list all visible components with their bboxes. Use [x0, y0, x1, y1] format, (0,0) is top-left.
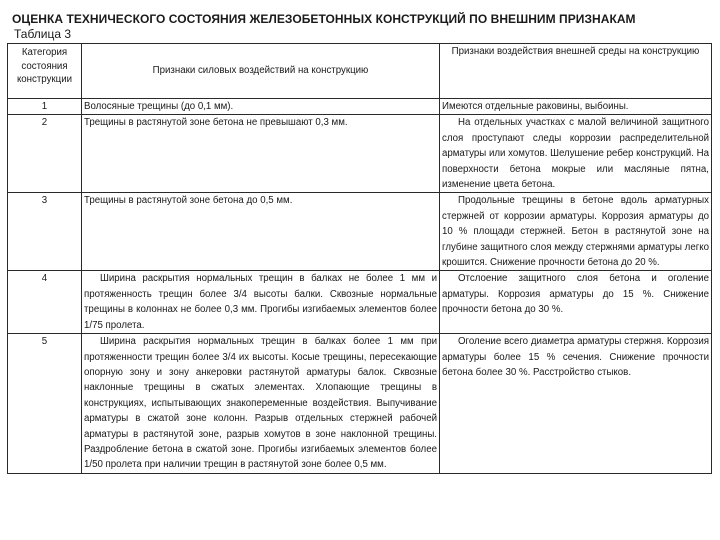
- table-row: [8, 271, 712, 334]
- row-category: 4: [8, 271, 82, 334]
- row-force-signs: Ширина раскрытия нормальных трещин в балках более 1 мм при протяженности трещин более 3/4 их высоты. Косые трещины, пересекающие опорную зону и зону анкеровки растянутой арматуры балок. Сквозные наклонные трещины в сжатых элементах. Хлопающие трещины в конструкциях, испытывающих знакопеременные воздействия. Выпучивание арматуры в сжатой зоне колонн. Разрыв отдельных стержней рабочей арматуры в растянутой зоне, разрыв хомутов в зоне наклонной трещины. Раздробление бетона в сжатой зоне. Прогибы изгибаемых элементов более 1/50 пролета при наличии трещин в растянутой зоне более 0,5 мм.: [82, 334, 440, 474]
- condition-assessment-table: [7, 43, 712, 474]
- row-force-signs: Трещины в растянутой зоне бетона не превышают 0,3 мм.: [82, 115, 440, 193]
- table-row: [8, 334, 712, 474]
- row-force-signs: Трещины в растянутой зоне бетона до 0,5 мм.: [82, 193, 440, 271]
- row-force-signs: Ширина раскрытия нормальных трещин в балках не более 1 мм и протяженность трещин более 3/4 высоты балки. Сквозные нормальные трещины в колоннах не более 0,3 мм. Прогибы изгибаемых элементов более 1/75 пролета.: [82, 271, 440, 334]
- row-environment-signs: Оголение всего диаметра арматуры стержня. Коррозия арматуры более 15 % сечения. Снижение прочности бетона более 30 %. Расстройство стыков.: [440, 334, 712, 474]
- row-environment-signs: На отдельных участках с малой величиной защитного слоя проступают следы коррозии распределительной арматуры или хомутов. Шелушение ребер конструкций. На поверхности бетона мокрые или масляные пятна, изменение цвета бетона.: [440, 115, 712, 193]
- document-title: ОЦЕНКА ТЕХНИЧЕСКОГО СОСТОЯНИЯ ЖЕЛЕЗОБЕТОННЫХ КОНСТРУКЦИЙ ПО ВНЕШНИМ ПРИЗНАКАМ: [12, 12, 636, 26]
- header-environment-signs: Признаки воздействия внешней среды на конструкцию: [440, 44, 712, 99]
- table-row: [8, 99, 712, 115]
- header-force-signs: Признаки силовых воздействий на конструкцию: [82, 44, 440, 99]
- table-label: Таблица 3: [14, 27, 72, 41]
- row-category: 1: [8, 99, 82, 115]
- row-environment-signs: Продольные трещины в бетоне вдоль арматурных стержней от коррозии арматуры. Коррозия арматуры до 10 % площади стержней. Бетон в растянутой зоне на глубине защитного слоя между стержнями арматуры легко крошится. Снижение прочности бетона до 20 %.: [440, 193, 712, 271]
- row-force-signs: Волосяные трещины (до 0,1 мм).: [82, 99, 440, 115]
- table-row: [8, 193, 712, 271]
- row-category: 5: [8, 334, 82, 474]
- header-category: Категория состояния конструкции: [8, 44, 82, 99]
- header-row: [8, 44, 712, 99]
- row-environment-signs: Отслоение защитного слоя бетона и оголение арматуры. Коррозия арматуры до 15 %. Снижение прочности бетона до 30 %.: [440, 271, 712, 334]
- row-environment-signs: Имеются отдельные раковины, выбоины.: [440, 99, 712, 115]
- table-row: [8, 115, 712, 193]
- row-category: 2: [8, 115, 82, 193]
- row-category: 3: [8, 193, 82, 271]
